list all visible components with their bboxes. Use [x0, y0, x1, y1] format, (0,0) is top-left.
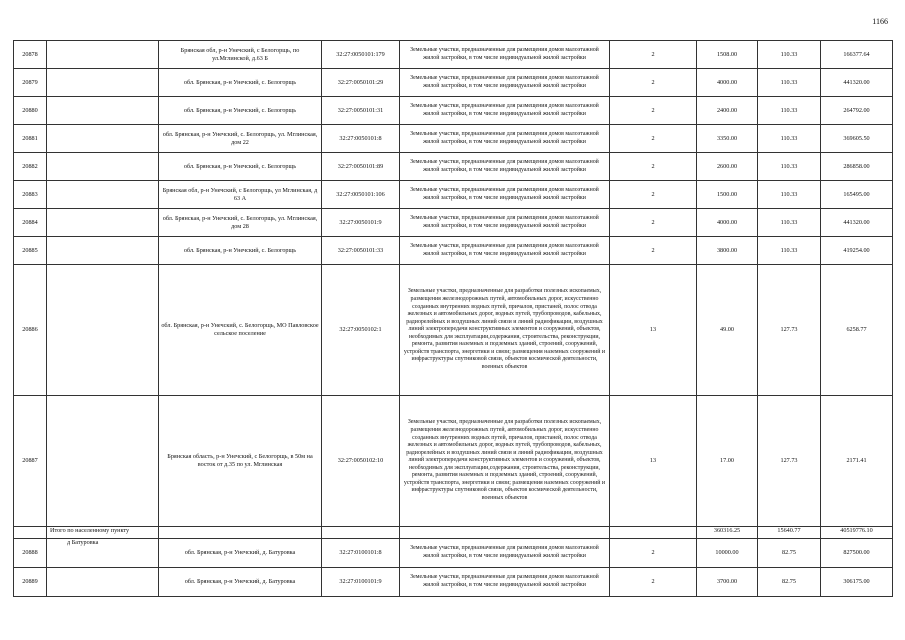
row-cadastral-number: 32:27:0050101:106	[322, 181, 400, 209]
row-address: Брянская область, р-н Унечский, с Белогорщь, в 50м на восток от д.35 по ул. Мглинская	[159, 396, 322, 527]
row-cadastral-value: 441320.00	[821, 209, 893, 237]
row-address: обл. Брянская, р-н Унечский, с. Белогорщь, МО Павловское сельское поселение	[159, 265, 322, 396]
row-cadastral-number: 32:27:0050101:33	[322, 237, 400, 265]
row-specific-value: 82.75	[758, 539, 821, 568]
row-land-use-description: Земельные участки, предназначенные для размещения домов малоэтажной жилой застройки, в том числе индивидуальной жилой застройки	[400, 69, 610, 97]
total-description-cell	[400, 527, 610, 539]
table-row	[14, 237, 893, 265]
row-area: 2600.00	[697, 153, 758, 181]
row-cadastral-number: 32:27:0100101:8	[322, 539, 400, 568]
row-specific-value: 110.33	[758, 69, 821, 97]
row-land-use-description: Земельные участки, предназначенные для размещения домов малоэтажной жилой застройки, в том числе индивидуальной жилой застройки	[400, 209, 610, 237]
total-category-cell	[610, 527, 697, 539]
row-category: 13	[610, 265, 697, 396]
row-address: обл. Брянская, р-н Унечский, с. Белогорщь, ул. Мглинская, дом 28	[159, 209, 322, 237]
row-land-use-description: Земельные участки, предназначенные для размещения домов малоэтажной жилой застройки, в том числе индивидуальной жилой застройки	[400, 181, 610, 209]
row-address: обл. Брянская, р-н Унечский, с. Белогорщь	[159, 69, 322, 97]
table-body-after-total	[14, 539, 893, 597]
row-area: 49.00	[697, 265, 758, 396]
land-cadastral-table	[13, 40, 893, 597]
row-area: 10000.00	[697, 539, 758, 568]
row-land-use-description: Земельные участки, предназначенные для разработки полезных ископаемых, размещения железнодорожных путей, автомобильных дорог, искусственно созданных внутренних водных путей, причалов, пристаней, полос отвода железных и автомобильных дорог, водных путей, трубопроводов, кабельных, радиорелейных и воздушных линий связи и линий радиофикации, воздушных линий электропередачи конструктивных элементов и сооружений, объектов, необходимых для эксплуатации,содержания, строительства, реконструкции, ремонта, развития наземных и подземных зданий, строений, сооружений, устройств транспорта, энергетики и связи; размещения наземных сооружений и инфраструктуры спутниковой связи, объектов космической деятельности, военных объектов	[400, 396, 610, 527]
row-number: 20886	[14, 265, 47, 396]
table-row	[14, 97, 893, 125]
table-row	[14, 265, 893, 396]
row-land-use-description: Земельные участки, предназначенные для размещения домов малоэтажной жилой застройки, в том числе индивидуальной жилой застройки	[400, 568, 610, 597]
row-settlement-cell	[47, 265, 159, 396]
row-address: обл. Брянская, р-н Унечский, с. Белогорщь, ул. Мглинская, дом 22	[159, 125, 322, 153]
table-row	[14, 568, 893, 597]
row-category: 2	[610, 539, 697, 568]
row-cadastral-value: 264792.00	[821, 97, 893, 125]
row-address: Брянская обл, р-н Унечский, с Белогорщь, ул Мглинская, д 63 А	[159, 181, 322, 209]
row-cadastral-value: 827500.00	[821, 539, 893, 568]
row-number: 20881	[14, 125, 47, 153]
table-row	[14, 181, 893, 209]
row-number: 20889	[14, 568, 47, 597]
row-number: 20880	[14, 97, 47, 125]
row-category: 2	[610, 41, 697, 69]
total-cadastral-cell	[322, 527, 400, 539]
row-settlement-cell	[47, 396, 159, 527]
row-cadastral-value: 419254.00	[821, 237, 893, 265]
row-number: 20888	[14, 539, 47, 568]
page-number: 1166	[872, 17, 888, 26]
row-specific-value: 110.33	[758, 97, 821, 125]
row-area: 4000.00	[697, 209, 758, 237]
row-specific-value: 110.33	[758, 209, 821, 237]
row-area: 3350.00	[697, 125, 758, 153]
total-area: 360316.25	[697, 527, 758, 539]
row-address: обл. Брянская, р-н Унечский, с. Белогорщь	[159, 153, 322, 181]
row-land-use-description: Земельные участки, предназначенные для размещения домов малоэтажной жилой застройки, в том числе индивидуальной жилой застройки	[400, 237, 610, 265]
row-specific-value: 110.33	[758, 181, 821, 209]
total-address-cell	[159, 527, 322, 539]
row-number: 20878	[14, 41, 47, 69]
table-row	[14, 396, 893, 527]
row-settlement-cell	[47, 209, 159, 237]
row-category: 2	[610, 153, 697, 181]
row-area: 1508.00	[697, 41, 758, 69]
row-category: 13	[610, 396, 697, 527]
table-row	[14, 153, 893, 181]
row-category: 2	[610, 568, 697, 597]
row-specific-value: 110.33	[758, 153, 821, 181]
row-address: обл. Брянская, р-н Унечский, с. Белогорщь	[159, 97, 322, 125]
total-label: Итого по населенному пункту	[47, 527, 159, 539]
row-specific-value: 82.75	[758, 568, 821, 597]
row-cadastral-number: 32:27:0050101:179	[322, 41, 400, 69]
row-cadastral-number: 32:27:0100101:9	[322, 568, 400, 597]
row-area: 17.00	[697, 396, 758, 527]
row-area: 3700.00	[697, 568, 758, 597]
settlement-name: д Батуровка	[47, 539, 159, 568]
row-cadastral-value: 6258.77	[821, 265, 893, 396]
row-address: обл. Брянская, р-н Унечский, д. Батуровка	[159, 568, 322, 597]
row-settlement-cell	[47, 69, 159, 97]
row-number: 20884	[14, 209, 47, 237]
row-specific-value: 127.73	[758, 396, 821, 527]
table-row	[14, 125, 893, 153]
row-area: 1500.00	[697, 181, 758, 209]
row-category: 2	[610, 237, 697, 265]
table-body-before-total	[14, 41, 893, 527]
row-cadastral-value: 441320.00	[821, 69, 893, 97]
row-cadastral-number: 32:27:0050101:8	[322, 125, 400, 153]
row-category: 2	[610, 97, 697, 125]
row-settlement-cell	[47, 153, 159, 181]
table-row	[14, 539, 893, 568]
row-area: 3800.00	[697, 237, 758, 265]
row-cadastral-value: 2171.41	[821, 396, 893, 527]
row-cadastral-number: 32:27:0050101:89	[322, 153, 400, 181]
table-row	[14, 209, 893, 237]
row-cadastral-number: 32:27:0050101:29	[322, 69, 400, 97]
row-address: Брянская обл, р-н Унечский, с Белогорщь, по ул.Мглинской, д.63 Б	[159, 41, 322, 69]
row-land-use-description: Земельные участки, предназначенные для размещения домов малоэтажной жилой застройки, в том числе индивидуальной жилой застройки	[400, 125, 610, 153]
row-number: 20879	[14, 69, 47, 97]
row-specific-value: 110.33	[758, 41, 821, 69]
row-category: 2	[610, 209, 697, 237]
row-specific-value: 110.33	[758, 237, 821, 265]
row-settlement-cell	[47, 97, 159, 125]
table-row	[14, 69, 893, 97]
row-cadastral-number: 32:27:0050101:9	[322, 209, 400, 237]
row-cadastral-number: 32:27:0050102:10	[322, 396, 400, 527]
row-address: обл. Брянская, р-н Унечский, д. Батуровка	[159, 539, 322, 568]
total-rate: 15640.77	[758, 527, 821, 539]
row-cadastral-value: 165495.00	[821, 181, 893, 209]
row-settlement-cell	[47, 181, 159, 209]
row-address: обл. Брянская, р-н Унечский, с. Белогорщь	[159, 237, 322, 265]
row-land-use-description: Земельные участки, предназначенные для размещения домов малоэтажной жилой застройки, в том числе индивидуальной жилой застройки	[400, 153, 610, 181]
total-row	[14, 527, 893, 539]
row-area: 2400.00	[697, 97, 758, 125]
row-settlement-cell	[47, 237, 159, 265]
row-cadastral-number: 32:27:0050101:31	[322, 97, 400, 125]
row-specific-value: 110.33	[758, 125, 821, 153]
total-sum: 40519776.10	[821, 527, 893, 539]
row-area: 4000.00	[697, 69, 758, 97]
row-cadastral-value: 306175.00	[821, 568, 893, 597]
row-settlement-cell	[47, 125, 159, 153]
row-land-use-description: Земельные участки, предназначенные для размещения домов малоэтажной жилой застройки, в том числе индивидуальной жилой застройки	[400, 41, 610, 69]
row-settlement-cell	[47, 568, 159, 597]
row-number: 20885	[14, 237, 47, 265]
row-cadastral-value: 286858.00	[821, 153, 893, 181]
row-category: 2	[610, 69, 697, 97]
row-number: 20882	[14, 153, 47, 181]
total-num-cell	[14, 527, 47, 539]
row-number: 20883	[14, 181, 47, 209]
row-land-use-description: Земельные участки, предназначенные для разработки полезных ископаемых, размещения железнодорожных путей, автомобильных дорог, искусственно созданных внутренних водных путей, причалов, пристаней, полос отвода железных и автомобильных дорог, водных путей, трубопроводов, кабельных, радиорелейных и воздушных линий связи и линий радиофикации, воздушных линий электропередачи конструктивных элементов и сооружений, объектов, необходимых для эксплуатации,содержания, строительства, реконструкции, ремонта, развития наземных и подземных зданий, строений, сооружений, устройств транспорта, энергетики и связи; размещения наземных сооружений и инфраструктуры спутниковой связи, объектов космической деятельности, военных объектов	[400, 265, 610, 396]
row-specific-value: 127.73	[758, 265, 821, 396]
row-land-use-description: Земельные участки, предназначенные для размещения домов малоэтажной жилой застройки, в том числе индивидуальной жилой застройки	[400, 539, 610, 568]
row-category: 2	[610, 181, 697, 209]
row-category: 2	[610, 125, 697, 153]
row-land-use-description: Земельные участки, предназначенные для размещения домов малоэтажной жилой застройки, в том числе индивидуальной жилой застройки	[400, 97, 610, 125]
row-settlement-cell	[47, 41, 159, 69]
row-number: 20887	[14, 396, 47, 527]
row-cadastral-number: 32:27:0050102:1	[322, 265, 400, 396]
row-cadastral-value: 166377.64	[821, 41, 893, 69]
table-body-total	[14, 527, 893, 539]
table-row	[14, 41, 893, 69]
row-cadastral-value: 369605.50	[821, 125, 893, 153]
